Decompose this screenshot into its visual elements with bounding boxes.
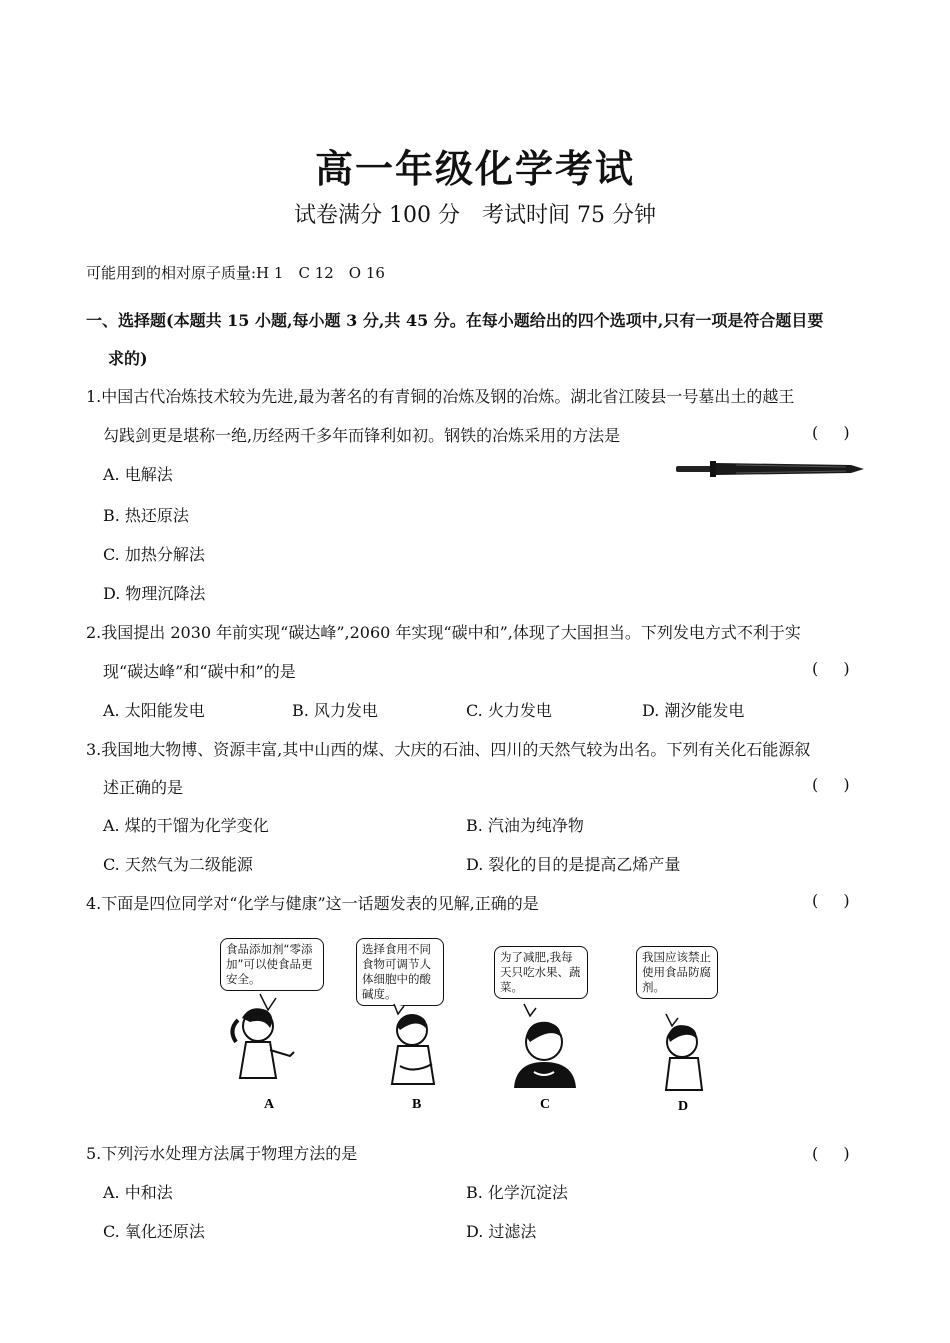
- q5-option-c: C. 氧化还原法: [103, 1222, 205, 1241]
- exam-subtitle: 试卷满分 100 分 考试时间 75 分钟: [294, 203, 656, 228]
- speech-bubble-a: 食品添加剂“零添加”可以使食品更安全。: [220, 938, 324, 991]
- atomic-mass-note: 可能用到的相对原子质量:H 1 C 12 O 16: [86, 264, 385, 282]
- q3-option-a: A. 煤的干馏为化学变化: [103, 816, 269, 835]
- q1-answer-blank: ( ): [812, 423, 860, 442]
- q1-stem: 1.中国古代冶炼技术较为先进,最为著名的有青铜的冶炼及钢的冶炼。湖北省江陵县一号墓出土的越王: [86, 387, 795, 406]
- q4-stem: 4.下面是四位同学对“化学与健康”这一话题发表的见解,正确的是: [86, 894, 539, 913]
- cartoon-a-label: A: [264, 1097, 275, 1112]
- q4-answer-blank: ( ): [812, 891, 860, 910]
- sword-image: [676, 458, 866, 480]
- speech-bubble-b: 选择食用不同食物可调节人体细胞中的酸碱度。: [356, 938, 444, 1006]
- section-heading: 一、选择题(本题共 15 小题,每小题 3 分,共 45 分。在每小题给出的四个选项中,只有一项是符合题目要: [86, 311, 824, 330]
- q2-option-a: A. 太阳能发电: [103, 701, 205, 720]
- cartoon-d: [636, 938, 786, 1118]
- q1-option-a: A. 电解法: [103, 465, 173, 484]
- q2-option-d: D. 潮汐能发电: [642, 701, 745, 720]
- q2-option-c: C. 火力发电: [466, 701, 552, 720]
- q5-stem: 5.下列污水处理方法属于物理方法的是: [86, 1144, 358, 1163]
- speech-bubble-d: 我国应该禁止使用食品防腐剂。: [636, 946, 718, 999]
- cartoon-a: [220, 938, 370, 1118]
- q5-option-b: B. 化学沉淀法: [466, 1183, 568, 1202]
- q2-answer-blank: ( ): [812, 659, 860, 678]
- q1-option-b: B. 热还原法: [103, 506, 189, 525]
- q2-stem-cont: 现“碳达峰”和“碳中和”的是: [103, 662, 296, 681]
- q3-option-d: D. 裂化的目的是提高乙烯产量: [466, 855, 681, 874]
- student-boy-round-icon: [494, 938, 644, 1118]
- student-boy-icon: [356, 938, 506, 1118]
- speech-bubble-c: 为了减肥,我每天只吃水果、蔬菜。: [494, 946, 588, 999]
- cartoon-c: [494, 938, 644, 1118]
- q3-option-b: B. 汽油为纯净物: [466, 816, 584, 835]
- q5-answer-blank: ( ): [812, 1144, 860, 1163]
- q1-stem-cont: 勾践剑更是堪称一绝,历经两千多年而锋利如初。钢铁的冶炼采用的方法是: [103, 426, 621, 445]
- q1-option-c: C. 加热分解法: [103, 545, 205, 564]
- cartoon-b-label: B: [412, 1097, 422, 1112]
- cartoon-d-label: D: [678, 1099, 689, 1114]
- section-heading-cont: 求的): [108, 349, 148, 368]
- q3-stem-cont: 述正确的是: [103, 778, 184, 797]
- q2-stem: 2.我国提出 2030 年前实现“碳达峰”,2060 年实现“碳中和”,体现了大国担当。下列发电方式不利于实: [86, 623, 801, 642]
- q2-option-b: B. 风力发电: [292, 701, 378, 720]
- q1-option-d: D. 物理沉降法: [103, 584, 206, 603]
- cartoon-b: [356, 938, 506, 1118]
- q3-stem: 3.我国地大物博、资源丰富,其中山西的煤、大庆的石油、四川的天然气较为出名。下列有关化石能源叙: [86, 740, 811, 759]
- student-girl-icon: [220, 938, 370, 1118]
- q5-option-a: A. 中和法: [103, 1183, 173, 1202]
- cartoon-c-label: C: [540, 1097, 551, 1112]
- q3-option-c: C. 天然气为二级能源: [103, 855, 253, 874]
- exam-title: 高一年级化学考试: [314, 146, 635, 191]
- q3-answer-blank: ( ): [812, 775, 860, 794]
- student-boy-side-icon: [636, 938, 786, 1118]
- q5-option-d: D. 过滤法: [466, 1222, 537, 1241]
